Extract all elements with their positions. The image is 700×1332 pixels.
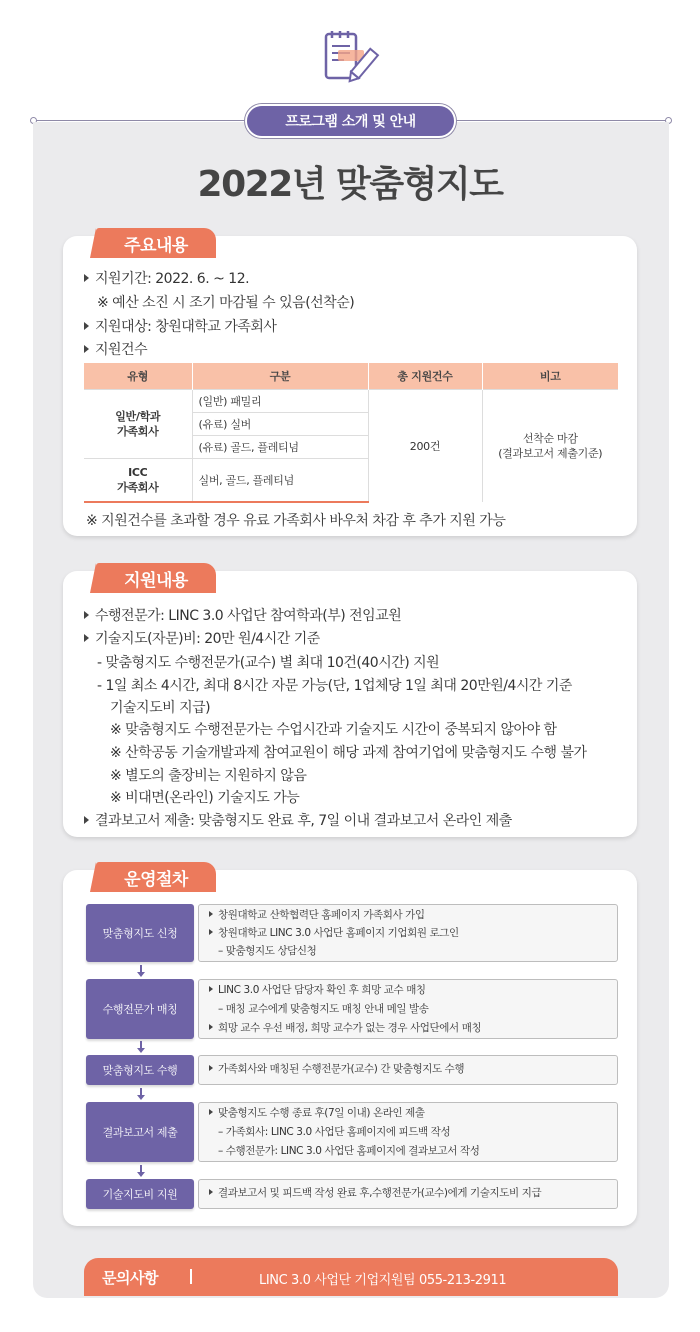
step-description: 맞춤형지도 수행 종료 후(7일 이내) 온라인 제출 – 가족회사: LINC 3.0 사업단 홈페이지에 피드백 작성 – 수행전문가: LINC 3.0 사업단 홈페이지에 결과보고서 작성 bbox=[198, 1102, 618, 1162]
step-apply: 맞춤형지도 신청 bbox=[86, 904, 194, 962]
table-header: 유형 bbox=[84, 363, 192, 389]
step-description: 창원대학교 산학협력단 홈페이지 가족회사 가입 창원대학교 LINC 3.0 사업단 홈페이지 기업회원 로그인 – 맞춤형지도 상담신청 bbox=[198, 904, 618, 962]
step-matching: 수행전문가 매칭 bbox=[86, 979, 194, 1039]
step-description: 결과보고서 및 피드백 작성 완료 후,수행전문가(교수)에게 기술지도비 지급 bbox=[198, 1179, 618, 1209]
list-item: ※ 별도의 출장비는 지원하지 않음 bbox=[110, 768, 307, 784]
notepad-pencil-icon bbox=[318, 28, 384, 90]
step-fee-payment: 기술지도비 지원 bbox=[86, 1179, 194, 1209]
bullet-icon bbox=[209, 986, 213, 992]
contact-label: 문의사항 bbox=[102, 1269, 158, 1287]
bullet-icon bbox=[209, 1024, 213, 1030]
table-cell: 실버, 골드, 플레티넘 bbox=[192, 458, 368, 502]
table-cell-total: 200건 bbox=[368, 389, 482, 502]
footnote: ※ 지원건수를 초과할 경우 유료 가족회사 바우처 차감 후 추가 지원 가능 bbox=[86, 513, 506, 529]
page-title: 2022년 맞춤형지도 bbox=[197, 164, 503, 205]
list-item: ※ 산학공동 기술개발과제 참여교원이 해당 과제 참여기업에 맞춤형지도 수행 불가 bbox=[110, 745, 587, 761]
list-item: ※ 예산 소진 시 조기 마감될 수 있음(선착순) bbox=[97, 295, 355, 311]
section-tab-procedure: 운영절차 bbox=[96, 862, 216, 892]
table-cell: (유료) 실버 bbox=[192, 412, 368, 435]
bullet-icon bbox=[209, 1065, 213, 1071]
table-cell-type: ICC 가족회사 bbox=[84, 458, 192, 502]
list-item: ※ 맞춤형지도 수행전문가는 수업시간과 기술지도 시간이 중복되지 않아야 함 bbox=[110, 722, 557, 738]
table-header: 총 지원건수 bbox=[368, 363, 482, 389]
arrow-down-icon bbox=[137, 1165, 145, 1177]
list-item: - 맞춤형지도 수행전문가(교수) 별 최대 10건(40시간) 지원 bbox=[97, 655, 440, 671]
step-description: LINC 3.0 사업단 담당자 확인 후 희망 교수 매칭 – 매칭 교수에게 맞춤형지도 매칭 안내 메일 발송 희망 교수 우선 배정, 희망 교수가 없는 경우 사업단에서 매칭 bbox=[198, 979, 618, 1039]
step-description: 가족회사와 매칭된 수행전문가(교수) 간 맞춤형지도 수행 bbox=[198, 1055, 618, 1085]
divider-right bbox=[456, 120, 669, 121]
step-report: 결과보고서 제출 bbox=[86, 1102, 194, 1162]
bullet-icon bbox=[84, 816, 89, 824]
arrow-down-icon bbox=[137, 1088, 145, 1100]
section-tab-support-content: 지원내용 bbox=[96, 563, 216, 593]
arrow-down-icon bbox=[137, 1041, 145, 1053]
bullet-icon bbox=[209, 929, 213, 935]
table-cell-type: 일반/학과 가족회사 bbox=[84, 389, 192, 458]
program-intro-badge: 프로그램 소개 및 안내 bbox=[245, 104, 456, 138]
list-item: 기술지도(자문)비: 20만 원/4시간 기준 bbox=[84, 628, 320, 648]
arrow-down-icon bbox=[137, 965, 145, 977]
table-cell: (일반) 패밀리 bbox=[192, 389, 368, 412]
bullet-icon bbox=[84, 345, 89, 353]
contact-separator bbox=[190, 1269, 192, 1284]
bullet-icon bbox=[84, 634, 89, 642]
list-item: 결과보고서 제출: 맞춤형지도 완료 후, 7일 이내 결과보고서 온라인 제출 bbox=[84, 810, 512, 830]
contact-info: LINC 3.0 사업단 기업지원팀 055-213-2911 bbox=[259, 1273, 507, 1288]
bullet-icon bbox=[84, 322, 89, 330]
bullet-icon bbox=[84, 274, 89, 282]
list-item: - 1일 최소 4시간, 최대 8시간 자문 가능(단, 1업체당 1일 최대 20만원/4시간 기준 bbox=[97, 678, 572, 694]
bullet-icon bbox=[209, 911, 213, 917]
list-item: 지원대상: 창원대학교 가족회사 bbox=[84, 316, 276, 336]
step-perform: 맞춤형지도 수행 bbox=[86, 1055, 194, 1085]
bullet-icon bbox=[209, 1189, 213, 1195]
list-item: 지원기간: 2022. 6. ~ 12. bbox=[84, 268, 249, 288]
table-cell-note: 선착순 마감 (결과보고서 제출기준) bbox=[482, 389, 618, 502]
list-item: 지원건수 bbox=[84, 339, 147, 359]
table-cell: (유료) 골드, 플레티넘 bbox=[192, 435, 368, 458]
table-header: 비고 bbox=[482, 363, 618, 389]
list-item: ※ 비대면(온라인) 기술지도 가능 bbox=[110, 790, 300, 806]
divider-left bbox=[33, 120, 245, 121]
support-count-table bbox=[84, 363, 618, 503]
list-item: 기술지도비 지급) bbox=[110, 700, 211, 716]
contact-bar bbox=[84, 1258, 618, 1296]
table-header: 구분 bbox=[192, 363, 368, 389]
section-tab-main-content: 주요내용 bbox=[96, 228, 216, 258]
bullet-icon bbox=[209, 1109, 213, 1115]
list-item: 수행전문가: LINC 3.0 사업단 참여학과(부) 전임교원 bbox=[84, 605, 401, 625]
bullet-icon bbox=[84, 611, 89, 619]
